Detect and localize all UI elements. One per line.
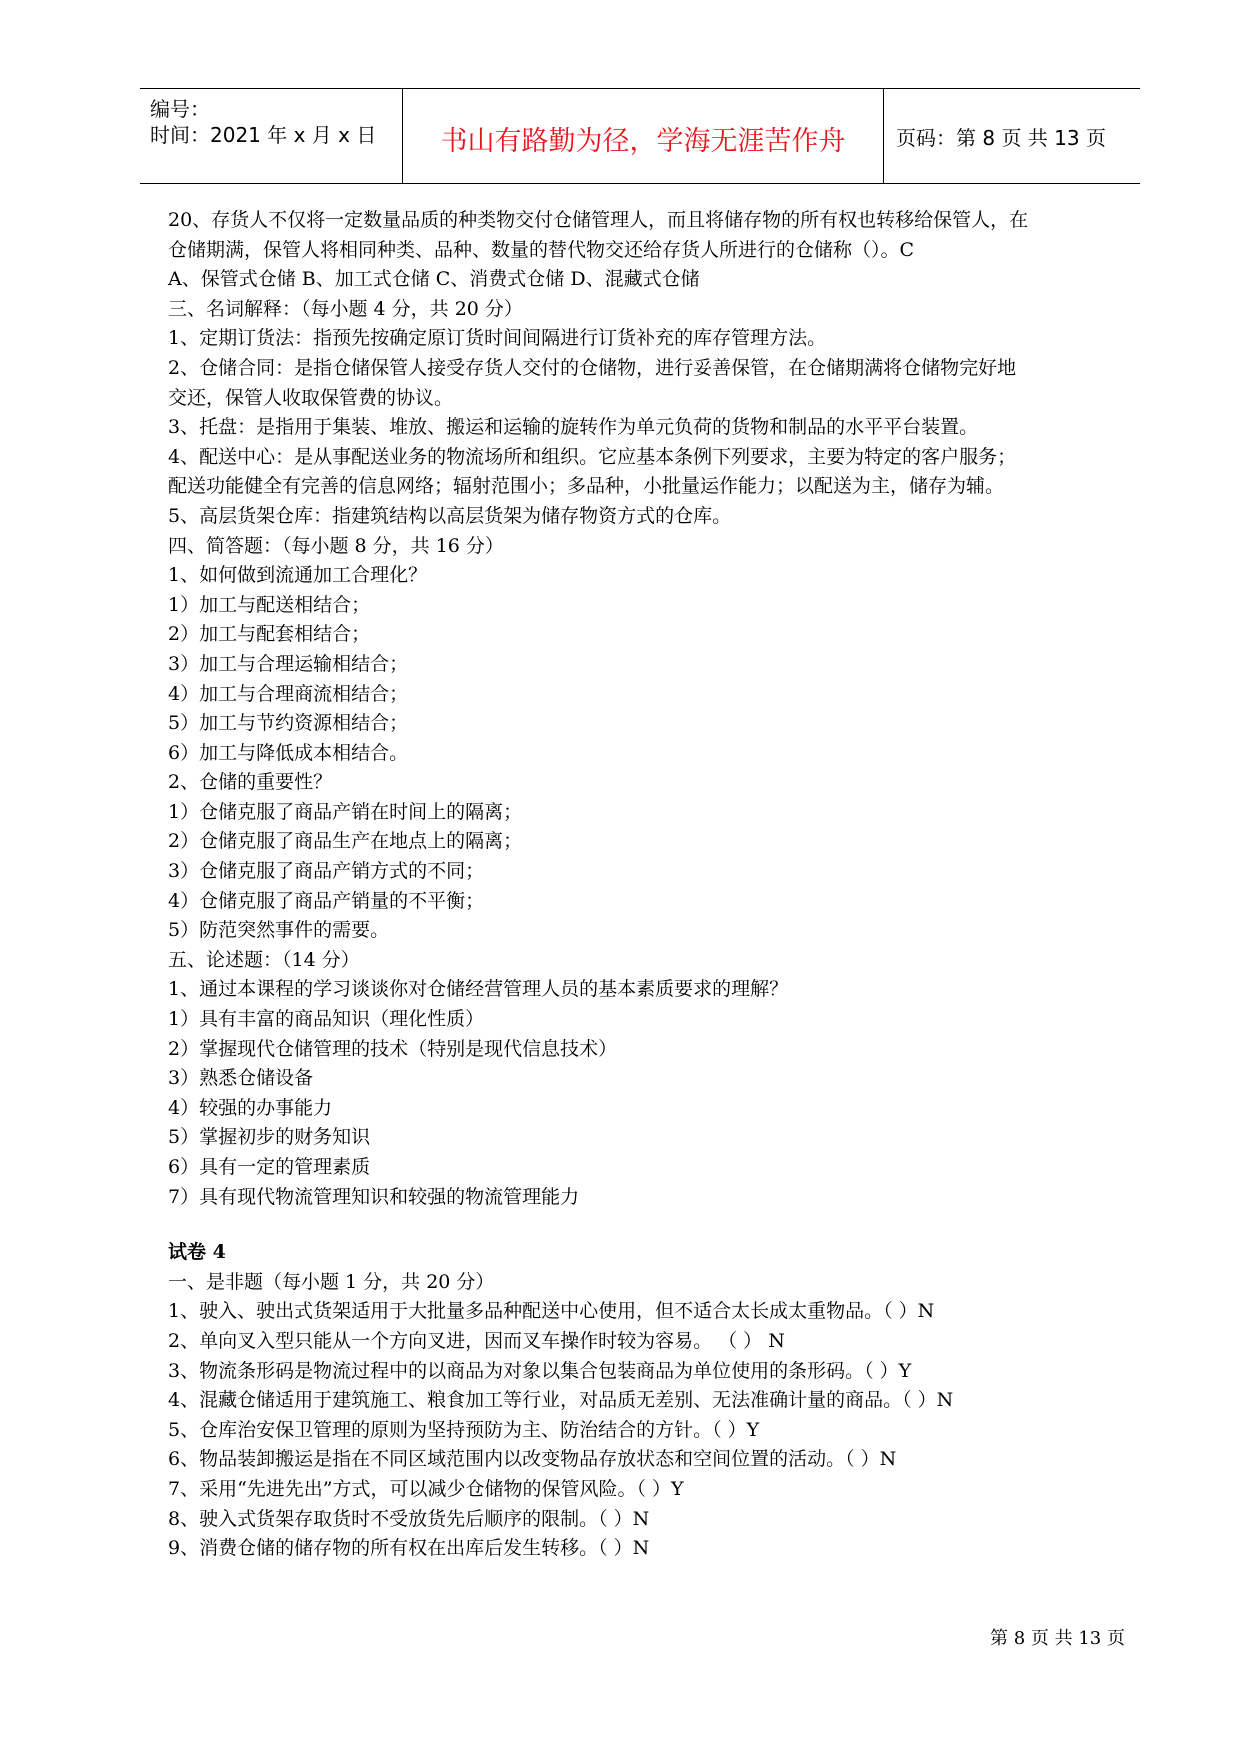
text-line: 4、混藏仓储适用于建筑施工、粮食加工等行业，对品质无差别、无法准确计量的商品。（ ）N [168, 1389, 954, 1412]
text-line: 2）掌握现代仓储管理的技术（特别是现代信息技术） [168, 1037, 618, 1060]
text-line: 4）加工与合理商流相结合； [168, 682, 409, 705]
text-line: 7、采用“先进先出”方式，可以减少仓储物的保管风险。（ ）Y [168, 1477, 684, 1500]
text-line: 1）加工与配送相结合； [168, 593, 371, 616]
text-line: 4、配送中心：是从事配送业务的物流场所和组织。它应基本条例下列要求，主要为特定的客户服务； [168, 445, 1017, 468]
section-heading: 一、是非题（每小题 1 分，共 20 分） [168, 1270, 495, 1293]
text-line: 2、仓储合同：是指仓储保管人接受存货人交付的仓储物，进行妥善保管，在仓储期满将仓储物完好地 [168, 356, 1017, 379]
header-motto: 书山有路勤为径，学海无涯苦作舟 [440, 126, 846, 157]
document-number-label: 编号： [150, 97, 210, 121]
text-line: 4）仓储克服了商品产销量的不平衡； [168, 889, 485, 912]
text-line: 1、如何做到流通加工合理化？ [168, 564, 428, 587]
document-time-label: 时间：2021 年 x 月 x 日 [150, 123, 377, 147]
text-line: 4）较强的办事能力 [168, 1096, 333, 1119]
header-page-info: 页码：第 8 页 共 13 页 [896, 126, 1106, 150]
section-heading: 四、简答题：（每小题 8 分，共 16 分） [168, 534, 504, 557]
text-line: 2）加工与配套相结合； [168, 623, 371, 646]
text-line: 配送功能健全有完善的信息网络；辐射范围小；多品种，小批量运作能力；以配送为主，储存为辅。 [168, 475, 1005, 498]
header-left-cell [140, 89, 402, 183]
text-line: 6、物品装卸搬运是指在不同区域范围内以改变物品存放状态和空间位置的活动。（ ）N [168, 1448, 897, 1471]
header-right-cell [884, 89, 1140, 183]
text-line: 3、托盘：是指用于集装、堆放、搬运和运输的旋转作为单元负荷的货物和制品的水平平台装置。 [168, 416, 979, 439]
text-line: 7）具有现代物流管理知识和较强的物流管理能力 [168, 1185, 580, 1208]
text-line: 交还，保管人收取保管费的协议。 [168, 386, 454, 409]
section-heading: 五、论述题：（14 分） [168, 948, 360, 971]
text-line: 3）仓储克服了商品产销方式的不同； [168, 860, 485, 883]
text-line: 仓储期满，保管人将相同种类、品种、数量的替代物交还给存货人所进行的仓储称（）。C [168, 238, 915, 261]
text-line: 1）仓储克服了商品产销在时间上的隔离； [168, 800, 523, 823]
text-line: 1、通过本课程的学习谈谈你对仓储经营管理人员的基本素质要求的理解？ [168, 978, 789, 1001]
exam-section-title: 试卷 4 [168, 1241, 226, 1264]
text-line: 1、驶入、驶出式货架适用于大批量多品种配送中心使用，但不适合太长成太重物品。（ ）N [168, 1300, 935, 1323]
text-line: 1）具有丰富的商品知识（理化性质） [168, 1008, 485, 1031]
document-body [168, 206, 1148, 1564]
text-line: 8、驶入式货架存取货时不受放货先后顺序的限制。（ ）N [168, 1507, 650, 1530]
text-line: 5）掌握初步的财务知识 [168, 1126, 371, 1149]
text-line: A、保管式仓储 B、加工式仓储 C、消费式仓储 D、混藏式仓储 [168, 268, 700, 291]
text-line: 20、存货人不仅将一定数量品质的种类物交付仓储管理人，而且将储存物的所有权也转移给保管人，在 [168, 209, 1029, 231]
header-center-cell [402, 89, 884, 183]
page-footer: 第 8 页 共 13 页 [990, 1628, 1125, 1649]
text-line: 3）熟悉仓储设备 [168, 1067, 314, 1090]
text-line: 3）加工与合理运输相结合； [168, 652, 409, 675]
text-line: 5、仓库治安保卫管理的原则为坚持预防为主、防治结合的方针。（ ）Y [168, 1418, 760, 1441]
text-line: 5）加工与节约资源相结合； [168, 712, 409, 735]
text-line: 9、消费仓储的储存物的所有权在出库后发生转移。（ ）N [168, 1537, 650, 1560]
text-line: 6）加工与降低成本相结合。 [168, 741, 409, 764]
page-header [140, 88, 1140, 184]
text-line: 5、高层货架仓库：指建筑结构以高层货架为储存物资方式的仓库。 [168, 504, 732, 527]
section-heading: 三、名词解释：（每小题 4 分，共 20 分） [168, 297, 523, 320]
text-line: 2、单向叉入型只能从一个方向叉进，因而叉车操作时较为容易。 （ ） N [168, 1329, 785, 1352]
blank-line [168, 1212, 1148, 1238]
text-line: 6）具有一定的管理素质 [168, 1156, 371, 1178]
text-line: 3、物流条形码是物流过程中的以商品为对象以集合包装商品为单位使用的条形码。（ ）Y [168, 1359, 912, 1382]
text-line: 2）仓储克服了商品生产在地点上的隔离； [168, 830, 523, 853]
text-line: 1、定期订货法：指预先按确定原订货时间间隔进行订货补充的库存管理方法。 [168, 327, 827, 350]
text-line: 2、仓储的重要性？ [168, 771, 333, 794]
text-line: 5）防范突然事件的需要。 [168, 919, 390, 942]
